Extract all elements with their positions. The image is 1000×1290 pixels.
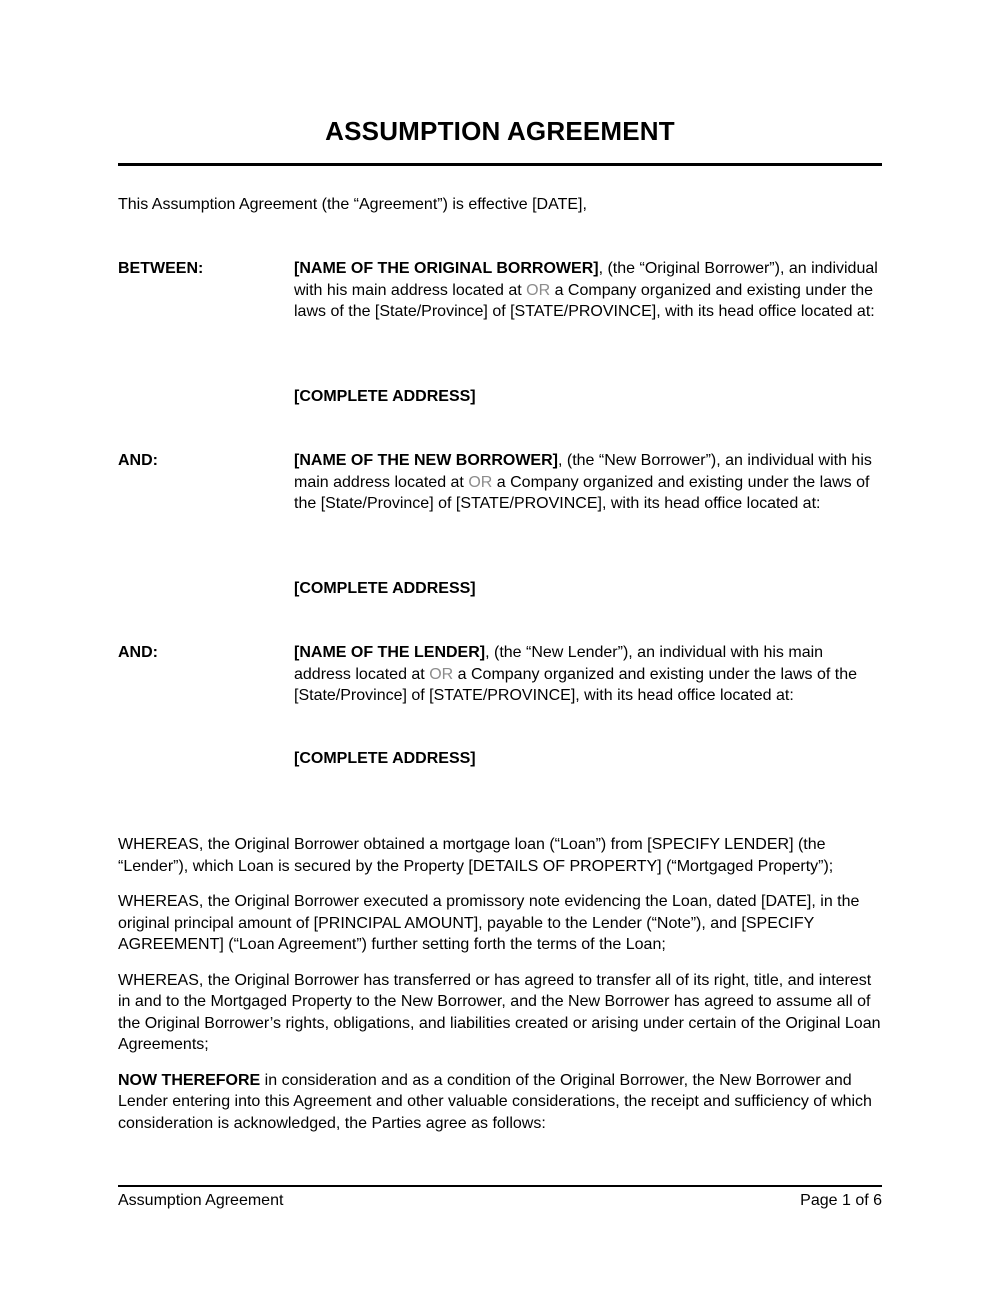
party-text: , (the “Original Borrower”), an individual with his main address located at	[294, 260, 878, 299]
now-therefore-paragraph	[118, 1070, 882, 1135]
party-name: [NAME OF THE ORIGINAL BORROWER]	[294, 260, 599, 277]
party-text: , (the “New Lender”), an individual with his main address located at	[294, 644, 824, 683]
recitals-section	[118, 834, 882, 1148]
party-address: [COMPLETE ADDRESS]	[294, 750, 476, 767]
now-therefore-lead: NOW THEREFORE	[118, 1071, 261, 1089]
footer-divider	[118, 1185, 882, 1187]
party-description	[294, 258, 878, 323]
title-divider	[118, 163, 882, 166]
or-marker: OR	[526, 281, 551, 299]
party-label: AND:	[118, 452, 158, 469]
recital-paragraph: WHEREAS, the Original Borrower executed a promissory note evidencing the Loan, dated [DATE], in the original principal amount of [PRINCIPAL AMOUNT], payable to the Lender (“Note”), and [SPECIFY AGREEMENT] (“Loan Agreement”) further setting forth the terms of the Loan;	[118, 893, 860, 953]
party-name: [NAME OF THE LENDER]	[294, 644, 486, 661]
party-label: BETWEEN:	[118, 260, 204, 277]
party-address: [COMPLETE ADDRESS]	[294, 580, 476, 597]
party-name: [NAME OF THE NEW BORROWER]	[294, 452, 558, 469]
party-text: , (the “New Borrower”), an individual with his main address located at	[294, 452, 872, 491]
recital-paragraph: WHEREAS, the Original Borrower obtained a mortgage loan (“Loan”) from [SPECIFY LENDER] (the “Lender”), which Loan is secured by the Property [DETAILS OF PROPERTY] (“Mortgaged Property”);	[118, 836, 834, 875]
party-text: a Company organized and existing under the laws of the [State/Province] of [STATE/PROVINCE], with its head office located at:	[294, 281, 875, 320]
footer-page-number: Page 1 of 6	[800, 1192, 882, 1209]
or-marker: OR	[468, 473, 493, 491]
footer-document-name: Assumption Agreement	[118, 1192, 284, 1209]
recital-paragraph: WHEREAS, the Original Borrower has transferred or has agreed to transfer all of its right, title, and interest in and to the Mortgaged Property to the New Borrower, and the New Borrower has agreed to assume all of the Original Borrower’s rights, obligations, and liabilities created or arising under certain of the Original Loan Agreements;	[118, 971, 881, 1053]
party-description	[294, 642, 878, 707]
document-title: ASSUMPTION AGREEMENT	[325, 116, 675, 146]
or-marker: OR	[429, 665, 454, 683]
now-therefore-text: in consideration and as a condition of the Original Borrower, the New Borrower and Lender entering into this Agreement and other valuable considerations, the receipt and sufficiency of which consideration is acknowledged, the Parties agree as follows:	[118, 1071, 872, 1132]
party-text: a Company organized and existing under the laws of the [State/Province] of [STATE/PROVINCE], with its head office located at:	[294, 473, 870, 512]
intro-paragraph: This Assumption Agreement (the “Agreement”) is effective [DATE],	[118, 196, 587, 213]
party-text: a Company organized and existing under the laws of the [State/Province] of [STATE/PROVINCE], with its head office located at:	[294, 665, 858, 704]
party-address: [COMPLETE ADDRESS]	[294, 388, 476, 405]
party-description	[294, 450, 878, 515]
party-label: AND:	[118, 644, 158, 661]
